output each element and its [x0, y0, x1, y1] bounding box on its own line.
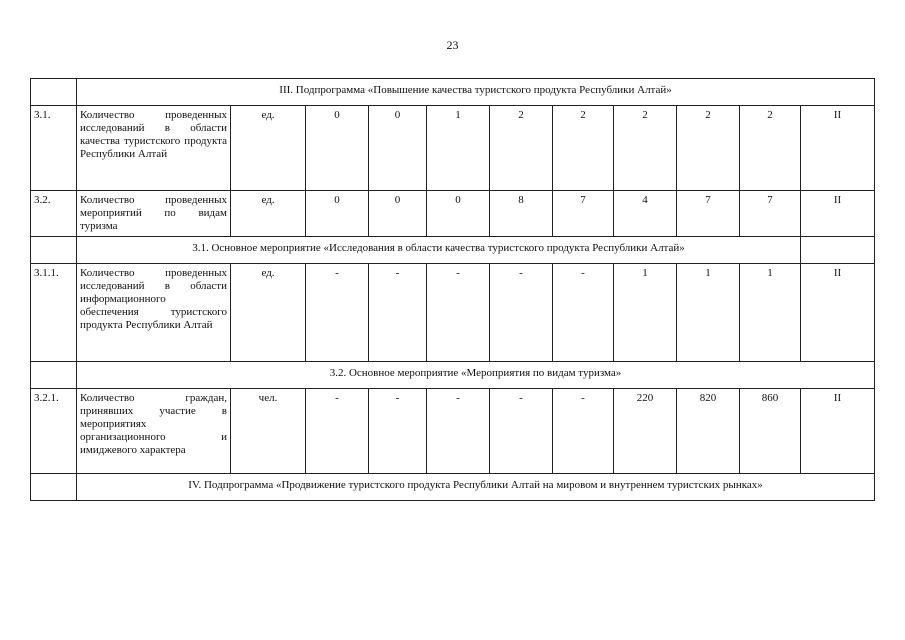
value-cell: 8	[490, 191, 553, 237]
row-number: 3.2.1.	[31, 389, 77, 474]
value-cell: 1	[740, 264, 801, 362]
table-row	[31, 389, 875, 474]
priority-cell: II	[801, 106, 875, 191]
value-cell: 4	[614, 191, 677, 237]
value-cell: 7	[677, 191, 740, 237]
section-row-3	[31, 79, 875, 106]
priority-cell: II	[801, 191, 875, 237]
value-cell: 1	[614, 264, 677, 362]
value-cell: 0	[306, 191, 369, 237]
section-title-3-2: 3.2. Основное мероприятие «Мероприятия по видам туризма»	[77, 362, 875, 389]
indicator-name: Количество проведенных мероприятий по видам туризма	[77, 191, 231, 237]
section-num-cell	[31, 474, 77, 501]
section-row-4	[31, 474, 875, 501]
section-num-cell	[31, 362, 77, 389]
value-cell: -	[306, 264, 369, 362]
page-number: 23	[446, 38, 459, 52]
value-cell: -	[490, 264, 553, 362]
section-num-cell	[31, 237, 77, 264]
value-cell: -	[490, 389, 553, 474]
row-number: 3.1.	[31, 106, 77, 191]
value-cell: 2	[614, 106, 677, 191]
section-row-3-2	[31, 362, 875, 389]
unit: ед.	[231, 106, 306, 191]
section-title-4: IV. Подпрограмма «Продвижение туристского продукта Республики Алтай на мировом и внутреннем туристских рынках»	[77, 474, 875, 501]
priority-cell: II	[801, 389, 875, 474]
value-cell: 2	[677, 106, 740, 191]
section-title-3: III. Подпрограмма «Повышение качества туристского продукта Республики Алтай»	[77, 79, 875, 106]
table-row	[31, 106, 875, 191]
section-num-cell	[31, 79, 77, 106]
indicators-table	[30, 78, 875, 501]
value-cell: 220	[614, 389, 677, 474]
value-cell: 0	[306, 106, 369, 191]
value-cell: -	[427, 264, 490, 362]
value-cell: -	[369, 389, 427, 474]
section-row-3-1	[31, 237, 875, 264]
value-cell: 860	[740, 389, 801, 474]
value-cell: 1	[677, 264, 740, 362]
indicator-name: Количество проведенных исследований в области качества туристского продукта Республики Алтай	[77, 106, 231, 191]
value-cell: 2	[740, 106, 801, 191]
indicator-name: Количество граждан, принявших участие в мероприятиях организационного и имиджевого характера	[77, 389, 231, 474]
table-row	[31, 191, 875, 237]
value-cell: 7	[553, 191, 614, 237]
value-cell: -	[306, 389, 369, 474]
value-cell: 7	[740, 191, 801, 237]
value-cell: 0	[427, 191, 490, 237]
value-cell: 1	[427, 106, 490, 191]
value-cell: 0	[369, 191, 427, 237]
priority-cell: II	[801, 264, 875, 362]
unit: ед.	[231, 191, 306, 237]
value-cell: 0	[369, 106, 427, 191]
value-cell: -	[427, 389, 490, 474]
value-cell: -	[553, 264, 614, 362]
indicator-name: Количество проведенных исследований в области информационного обеспечения туристского продукта Республики Алтай	[77, 264, 231, 362]
unit: чел.	[231, 389, 306, 474]
value-cell: 2	[490, 106, 553, 191]
value-cell: 820	[677, 389, 740, 474]
section-title-3-1: 3.1. Основное мероприятие «Исследования в области качества туристского продукта Республики Алтай»	[77, 237, 801, 264]
row-number: 3.1.1.	[31, 264, 77, 362]
section-empty-cell	[801, 237, 875, 264]
value-cell: -	[369, 264, 427, 362]
value-cell: -	[553, 389, 614, 474]
row-number: 3.2.	[31, 191, 77, 237]
value-cell: 2	[553, 106, 614, 191]
table-row	[31, 264, 875, 362]
unit: ед.	[231, 264, 306, 362]
